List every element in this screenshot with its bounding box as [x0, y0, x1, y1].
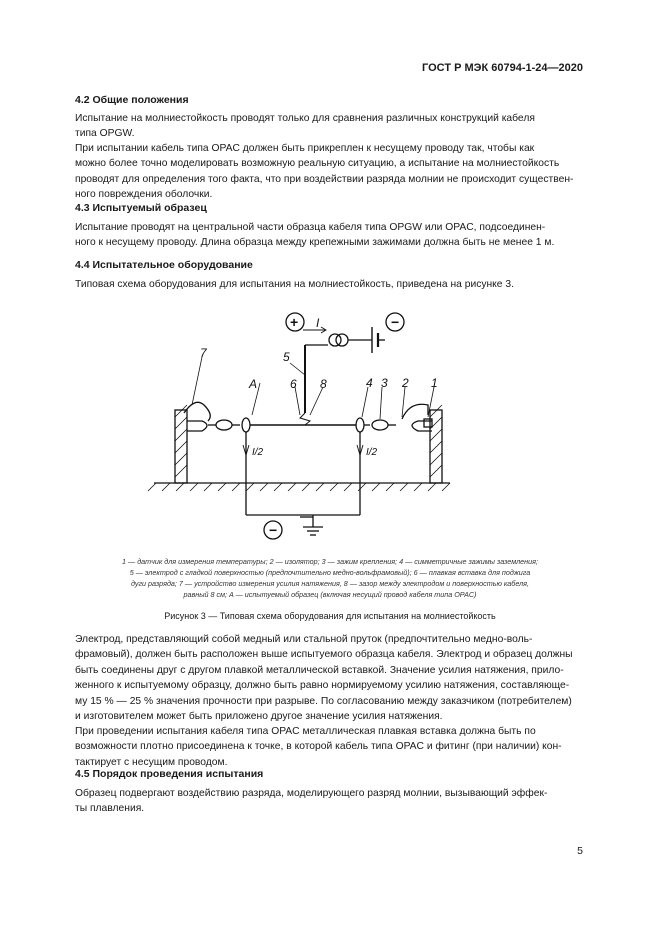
line: женного к испытуемому образцу, должно быть равно нормируемому усилию натяжения, составляюще- [75, 680, 570, 692]
line: Типовая схема оборудования для испытания на молниестойкость, приведена на рисунке 3. [75, 279, 514, 290]
section-4-5-heading: 4.5 Порядок проведения испытания [75, 768, 264, 780]
section-4-2-heading: 4.2 Общие положения [75, 94, 189, 106]
half-current-left: I/2 [252, 447, 264, 458]
label-4: 4 [366, 376, 373, 390]
left-ground-clamp [242, 418, 250, 432]
left-insulator [216, 420, 232, 430]
right-insulator [372, 420, 388, 430]
line: Электрод, представляющий собой медный или стальной пруток (предпочтительно медно-воль- [75, 634, 533, 645]
label-5: 5 [283, 350, 290, 364]
current-source-circle-2 [336, 334, 348, 346]
left-clamp [187, 421, 207, 431]
legend-line: 1 — датчик для измерения температуры; 2 — изолятор; 3 — зажим крепления; 4 — симметричные зажимы заземления; [122, 557, 538, 566]
line: тактирует с несущим проводом. [75, 756, 228, 768]
label-6: 6 [290, 377, 297, 391]
line: Испытание на молниестойкость проводят только для сравнения различных конструкций кабеля [75, 113, 535, 124]
label-7: 7 [200, 346, 207, 360]
temperature-sensor-1 [424, 419, 432, 427]
line: можно более точно моделировать возможную реальную ситуацию, а испытание на молниестойкость [75, 158, 560, 170]
line: При испытании кабель типа OPAC должен быть прикреплен к несущему проводу так, чтобы как [75, 143, 535, 154]
minus-label-top: − [391, 314, 400, 330]
tension-meter-7 [184, 402, 210, 421]
line: возможности плотно присоединена к точке, в которой кабель типа OPAC и фитинг (при наличии) кон- [75, 741, 562, 753]
minus-label-bottom: − [269, 522, 278, 538]
section-4-3-heading: 4.3 Испытуемый образец [75, 202, 207, 214]
line: проводят для определения того факта, что при воздействии разряда молнии не происходит существен- [75, 173, 574, 185]
legend-line: 5 — электрод с гладкой поверхностью (предпочтительно медно-вольфрамовый); 6 — плавкая вставка для поджига [129, 568, 531, 577]
line: ты плавления. [75, 803, 145, 815]
figure-legend [70, 556, 590, 600]
section-4-4-para-1 [75, 277, 583, 292]
label-3: 3 [381, 376, 388, 390]
legend-line: равный 8 см; A — испытуемый образец (включая несущий провод кабеля типа OPAC) [183, 590, 477, 599]
page-number: 5 [577, 845, 583, 857]
line: и изготовителем может быть приложено другое значение усилия натяжения. [75, 711, 443, 723]
body-para-1 [75, 632, 583, 724]
figure-caption: Рисунок 3 — Типовая схема оборудования для испытания на молниестойкость [164, 611, 496, 621]
line: быть соединены друг с другом плавкой металлической вставкой. Значение усилия натяжения, прило- [75, 664, 564, 676]
section-4-5-para-1 [75, 786, 583, 817]
right-ground-clamp [356, 418, 364, 432]
line: му 15 % — 25 % значения прочности при разрыве. По согласованию между заказчиком (потребителем) [75, 695, 572, 707]
line: фрамовый), должен быть расположен выше испытуемого образца кабеля. Электрод и образец должны [75, 649, 573, 661]
section-4-2-para-2 [75, 141, 583, 203]
right-wire [402, 404, 428, 419]
fuse-link [300, 413, 310, 425]
line: ного повреждения оболочки. [75, 189, 213, 201]
line: При проведении испытания кабеля типа OPAC металлическая плавкая вставка должна быть по [75, 726, 536, 737]
section-4-3-para-1 [75, 220, 583, 251]
right-clamp [412, 421, 432, 431]
half-current-right: I/2 [366, 447, 378, 458]
current-label: I [316, 316, 320, 330]
current-source-circle-1 [329, 334, 341, 346]
label-A: A [249, 377, 258, 391]
label-2: 2 [402, 376, 409, 390]
label-8: 8 [320, 377, 327, 391]
section-4-2-para-1 [75, 111, 583, 142]
line: Образец подвергают воздействию разряда, моделирующего разряд молнии, вызывающий эффек- [75, 788, 548, 799]
section-4-4-heading: 4.4 Испытательное оборудование [75, 259, 253, 271]
body-para-2 [75, 724, 583, 770]
plus-label: + [290, 314, 299, 330]
line: ного к несущему проводу. Длина образца между крепежными зажимами должна быть не менее 1 м. [75, 237, 555, 249]
line: типа OPGW. [75, 128, 135, 140]
line: Испытание проводят на центральной части образца кабеля типа OPGW или OPAC, подсоединен- [75, 222, 546, 233]
standard-header: ГОСТ Р МЭК 60794-1-24—2020 [422, 62, 583, 74]
test-setup-diagram [140, 305, 460, 550]
label-1: 1 [431, 376, 438, 390]
legend-line: дуги разряда; 7 — устройство измерения усилия натяжения, 8 — зазор между электродом и поверхностью кабеля, [130, 579, 529, 588]
ground-hatching [148, 483, 450, 491]
